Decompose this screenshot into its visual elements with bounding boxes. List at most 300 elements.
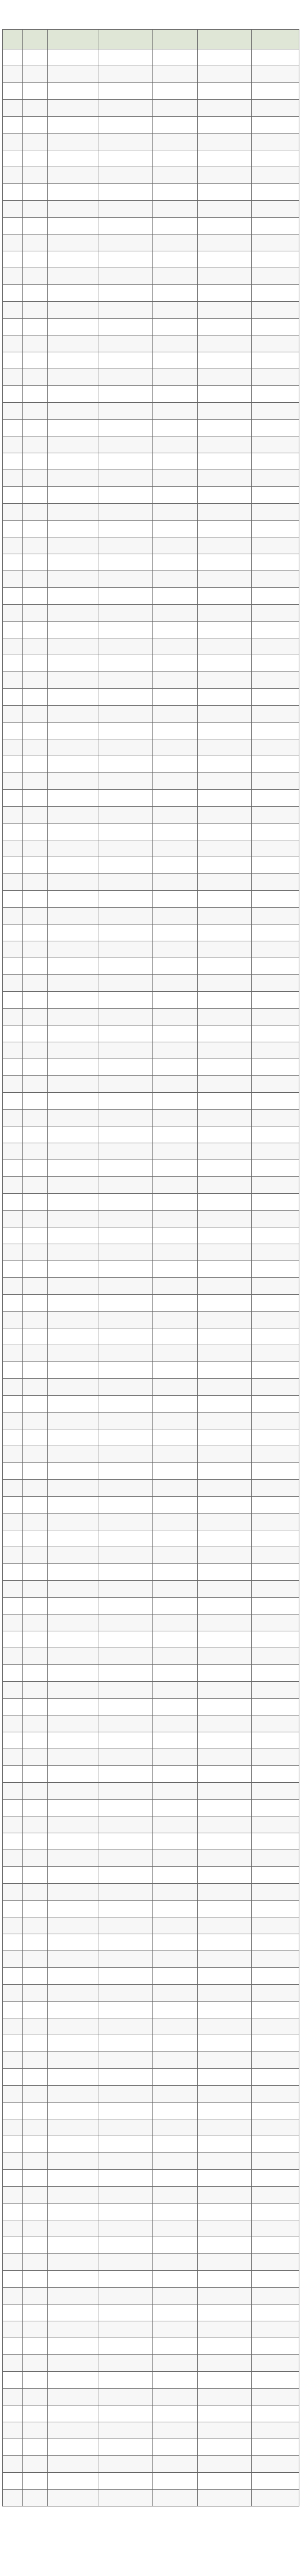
- table-cell: [23, 369, 48, 386]
- table-cell: [48, 2204, 99, 2220]
- table-row: [3, 622, 299, 638]
- table-row: [3, 554, 299, 571]
- table-cell: [252, 420, 299, 436]
- table-cell: [99, 2002, 153, 2018]
- table-cell: [252, 1850, 299, 1867]
- table-cell: [48, 2321, 99, 2338]
- table-cell: [198, 302, 252, 319]
- table-cell: [99, 1648, 153, 1665]
- table-cell: [23, 1463, 48, 1480]
- table-cell: [23, 924, 48, 941]
- table-cell: [23, 1093, 48, 1110]
- table-cell: [23, 2237, 48, 2254]
- table-cell: [198, 218, 252, 234]
- table-cell: [23, 1783, 48, 1800]
- table-cell: [3, 723, 23, 739]
- table-cell: [3, 706, 23, 723]
- table-row: [3, 1934, 299, 1951]
- table-cell: [3, 1800, 23, 1816]
- table-row: [3, 1126, 299, 1143]
- table-row: [3, 1278, 299, 1295]
- table-cell: [99, 504, 153, 521]
- table-cell: [99, 285, 153, 302]
- table-cell: [3, 2052, 23, 2069]
- table-cell: [252, 319, 299, 335]
- table-cell: [99, 2018, 153, 2035]
- table-cell: [99, 807, 153, 824]
- table-row: [3, 1581, 299, 1598]
- table-cell: [252, 1497, 299, 1514]
- table-row: [3, 975, 299, 992]
- table-cell: [23, 2254, 48, 2271]
- table-cell: [153, 857, 198, 874]
- table-cell: [99, 1985, 153, 2002]
- table-cell: [99, 605, 153, 622]
- table-cell: [3, 2002, 23, 2018]
- table-row: [3, 386, 299, 403]
- table-cell: [23, 1833, 48, 1850]
- table-cell: [48, 134, 99, 150]
- table-row: [3, 49, 299, 66]
- table-cell: [3, 1699, 23, 1715]
- table-cell: [153, 2103, 198, 2119]
- table-cell: [3, 1648, 23, 1665]
- table-cell: [252, 1901, 299, 1917]
- table-cell: [252, 1648, 299, 1665]
- table-cell: [99, 992, 153, 1009]
- table-cell: [99, 2389, 153, 2405]
- table-cell: [23, 840, 48, 857]
- table-cell: [23, 1413, 48, 1429]
- table-cell: [3, 2321, 23, 2338]
- table-cell: [99, 487, 153, 504]
- table-cell: [48, 1530, 99, 1547]
- table-cell: [153, 1917, 198, 1934]
- table-row: [3, 117, 299, 134]
- table-cell: [252, 521, 299, 537]
- table-cell: [252, 2271, 299, 2288]
- table-cell: [153, 1143, 198, 1160]
- table-cell: [3, 2422, 23, 2439]
- table-cell: [48, 2136, 99, 2153]
- table-row: [3, 319, 299, 335]
- table-cell: [252, 1362, 299, 1379]
- table-cell: [252, 554, 299, 571]
- table-cell: [153, 756, 198, 773]
- table-cell: [198, 386, 252, 403]
- table-cell: [252, 352, 299, 369]
- table-cell: [3, 1009, 23, 1025]
- table-cell: [3, 2288, 23, 2304]
- table-row: [3, 874, 299, 891]
- table-cell: [23, 335, 48, 352]
- table-cell: [48, 2473, 99, 2490]
- table-cell: [23, 83, 48, 100]
- table-cell: [99, 302, 153, 319]
- table-cell: [198, 100, 252, 117]
- table-row: [3, 1665, 299, 1682]
- table-cell: [3, 251, 23, 268]
- table-cell: [3, 1985, 23, 2002]
- table-cell: [99, 1614, 153, 1631]
- column-header: [48, 30, 99, 49]
- table-cell: [48, 302, 99, 319]
- table-cell: [23, 1194, 48, 1211]
- table-cell: [23, 1312, 48, 1328]
- table-row: [3, 83, 299, 100]
- table-cell: [252, 2170, 299, 2187]
- table-cell: [99, 1783, 153, 1800]
- table-row: [3, 924, 299, 941]
- table-cell: [23, 790, 48, 807]
- table-cell: [198, 807, 252, 824]
- table-cell: [48, 2338, 99, 2355]
- table-cell: [252, 1396, 299, 1413]
- table-cell: [153, 117, 198, 134]
- table-cell: [99, 958, 153, 975]
- table-cell: [48, 1648, 99, 1665]
- table-cell: [153, 1631, 198, 1648]
- table-row: [3, 1648, 299, 1665]
- table-cell: [3, 521, 23, 537]
- table-cell: [48, 504, 99, 521]
- table-cell: [252, 1564, 299, 1581]
- table-cell: [198, 1901, 252, 1917]
- table-cell: [153, 2439, 198, 2456]
- column-header: [153, 30, 198, 49]
- table-cell: [198, 1261, 252, 1278]
- table-cell: [23, 723, 48, 739]
- table-cell: [153, 1463, 198, 1480]
- table-cell: [198, 1194, 252, 1211]
- table-cell: [3, 1850, 23, 1867]
- table-cell: [198, 554, 252, 571]
- table-cell: [153, 2422, 198, 2439]
- table-cell: [252, 201, 299, 218]
- table-cell: [252, 234, 299, 251]
- table-cell: [48, 100, 99, 117]
- table-cell: [48, 706, 99, 723]
- table-cell: [3, 1732, 23, 1749]
- table-cell: [252, 2002, 299, 2018]
- table-cell: [23, 1732, 48, 1749]
- table-cell: [153, 1514, 198, 1530]
- table-cell: [153, 1732, 198, 1749]
- table-cell: [23, 2103, 48, 2119]
- table-cell: [198, 2002, 252, 2018]
- table-cell: [23, 1379, 48, 1396]
- table-cell: [99, 1362, 153, 1379]
- table-cell: [252, 436, 299, 453]
- table-cell: [153, 1059, 198, 1076]
- table-cell: [99, 1732, 153, 1749]
- table-cell: [48, 1413, 99, 1429]
- table-cell: [153, 622, 198, 638]
- table-cell: [153, 2405, 198, 2422]
- table-cell: [48, 470, 99, 487]
- table-cell: [99, 1749, 153, 1766]
- table-cell: [198, 1143, 252, 1160]
- table-cell: [153, 1480, 198, 1497]
- table-cell: [153, 992, 198, 1009]
- table-cell: [153, 638, 198, 655]
- table-cell: [3, 1934, 23, 1951]
- table-cell: [99, 521, 153, 537]
- table-cell: [3, 1244, 23, 1261]
- table-cell: [48, 2254, 99, 2271]
- table-cell: [198, 1833, 252, 1850]
- table-cell: [99, 2304, 153, 2321]
- table-cell: [153, 234, 198, 251]
- table-cell: [3, 638, 23, 655]
- table-cell: [23, 1328, 48, 1345]
- table-cell: [198, 66, 252, 83]
- table-cell: [3, 622, 23, 638]
- table-row: [3, 2389, 299, 2405]
- table-cell: [48, 689, 99, 706]
- table-cell: [198, 167, 252, 184]
- table-cell: [23, 436, 48, 453]
- table-cell: [23, 1110, 48, 1126]
- table-cell: [198, 1598, 252, 1614]
- table-row: [3, 1480, 299, 1497]
- table-cell: [23, 218, 48, 234]
- table-cell: [48, 453, 99, 470]
- table-cell: [48, 1598, 99, 1614]
- column-header: [99, 30, 153, 49]
- table-cell: [198, 571, 252, 588]
- table-cell: [198, 1934, 252, 1951]
- table-cell: [252, 1177, 299, 1194]
- table-cell: [153, 1665, 198, 1682]
- table-cell: [23, 689, 48, 706]
- table-cell: [23, 958, 48, 975]
- table-cell: [3, 1295, 23, 1312]
- table-row: [3, 285, 299, 302]
- table-cell: [3, 2405, 23, 2422]
- table-cell: [23, 2018, 48, 2035]
- table-cell: [252, 2321, 299, 2338]
- table-cell: [48, 1143, 99, 1160]
- table-cell: [3, 554, 23, 571]
- table-cell: [99, 403, 153, 420]
- table-cell: [48, 167, 99, 184]
- table-cell: [23, 2304, 48, 2321]
- table-cell: [99, 824, 153, 840]
- table-cell: [48, 184, 99, 201]
- table-cell: [48, 2018, 99, 2035]
- table-cell: [198, 1312, 252, 1328]
- table-cell: [153, 1884, 198, 1901]
- table-cell: [153, 2237, 198, 2254]
- table-cell: [252, 1833, 299, 1850]
- table-cell: [48, 2405, 99, 2422]
- table-cell: [252, 2473, 299, 2490]
- table-cell: [153, 251, 198, 268]
- table-cell: [3, 2355, 23, 2372]
- table-cell: [99, 1800, 153, 1816]
- table-row: [3, 2136, 299, 2153]
- table-cell: [3, 975, 23, 992]
- table-row: [3, 268, 299, 285]
- table-cell: [48, 2170, 99, 2187]
- table-cell: [48, 150, 99, 167]
- table-row: [3, 2439, 299, 2456]
- table-cell: [153, 487, 198, 504]
- table-cell: [252, 790, 299, 807]
- table-cell: [198, 1564, 252, 1581]
- table-cell: [252, 504, 299, 521]
- table-row: [3, 1295, 299, 1312]
- table-cell: [23, 622, 48, 638]
- table-cell: [252, 66, 299, 83]
- table-cell: [3, 2389, 23, 2405]
- table-row: [3, 2153, 299, 2170]
- table-row: [3, 100, 299, 117]
- table-cell: [23, 1362, 48, 1379]
- table-cell: [23, 1227, 48, 1244]
- table-cell: [3, 453, 23, 470]
- table-cell: [198, 992, 252, 1009]
- table-cell: [252, 1985, 299, 2002]
- table-cell: [3, 1547, 23, 1564]
- table-cell: [198, 723, 252, 739]
- table-row: [3, 1968, 299, 1985]
- table-cell: [23, 571, 48, 588]
- table-cell: [252, 1160, 299, 1177]
- table-cell: [153, 1160, 198, 1177]
- table-row: [3, 1025, 299, 1042]
- table-cell: [48, 1732, 99, 1749]
- table-cell: [153, 1497, 198, 1514]
- table-cell: [23, 1800, 48, 1816]
- table-cell: [48, 2052, 99, 2069]
- table-cell: [99, 924, 153, 941]
- table-cell: [198, 941, 252, 958]
- table-cell: [153, 134, 198, 150]
- table-cell: [3, 2439, 23, 2456]
- table-cell: [3, 369, 23, 386]
- table-cell: [153, 167, 198, 184]
- table-row: [3, 605, 299, 622]
- table-cell: [23, 134, 48, 150]
- table-cell: [48, 1749, 99, 1766]
- table-cell: [252, 2018, 299, 2035]
- table-cell: [3, 840, 23, 857]
- table-cell: [3, 234, 23, 251]
- table-row: [3, 251, 299, 268]
- table-cell: [99, 1951, 153, 1968]
- table-cell: [23, 302, 48, 319]
- table-cell: [153, 1816, 198, 1833]
- table-row: [3, 420, 299, 436]
- table-cell: [153, 1227, 198, 1244]
- table-cell: [198, 638, 252, 655]
- table-cell: [252, 2052, 299, 2069]
- table-cell: [252, 453, 299, 470]
- table-cell: [198, 2254, 252, 2271]
- table-cell: [23, 891, 48, 908]
- table-cell: [252, 756, 299, 773]
- table-cell: [198, 335, 252, 352]
- table-cell: [153, 908, 198, 924]
- table-cell: [252, 1042, 299, 1059]
- table-cell: [153, 201, 198, 218]
- table-cell: [48, 1042, 99, 1059]
- table-cell: [153, 420, 198, 436]
- table-cell: [3, 1278, 23, 1295]
- table-cell: [252, 706, 299, 723]
- table-cell: [3, 1715, 23, 1732]
- table-cell: [3, 1076, 23, 1093]
- table-cell: [252, 622, 299, 638]
- table-cell: [99, 453, 153, 470]
- table-cell: [48, 1850, 99, 1867]
- table-cell: [99, 2254, 153, 2271]
- table-cell: [48, 2153, 99, 2170]
- table-cell: [3, 150, 23, 167]
- table-cell: [252, 1093, 299, 1110]
- table-cell: [252, 403, 299, 420]
- table-cell: [252, 1917, 299, 1934]
- table-cell: [3, 1665, 23, 1682]
- table-cell: [99, 319, 153, 335]
- table-cell: [48, 975, 99, 992]
- table-cell: [3, 386, 23, 403]
- table-row: [3, 1227, 299, 1244]
- table-cell: [48, 1244, 99, 1261]
- table-cell: [153, 2119, 198, 2136]
- table-cell: [99, 2456, 153, 2473]
- table-cell: [48, 1194, 99, 1211]
- table-cell: [252, 1009, 299, 1025]
- table-cell: [153, 150, 198, 167]
- table-cell: [99, 2052, 153, 2069]
- table-cell: [198, 1766, 252, 1783]
- table-cell: [48, 2422, 99, 2439]
- table-cell: [3, 420, 23, 436]
- table-cell: [252, 723, 299, 739]
- table-row: [3, 521, 299, 537]
- table-cell: [252, 1749, 299, 1766]
- table-row: [3, 723, 299, 739]
- table-cell: [23, 352, 48, 369]
- table-cell: [23, 1715, 48, 1732]
- table-row: [3, 2187, 299, 2204]
- table-cell: [23, 1143, 48, 1160]
- table-cell: [99, 2069, 153, 2086]
- table-cell: [99, 1244, 153, 1261]
- table-cell: [153, 655, 198, 672]
- table-cell: [252, 924, 299, 941]
- table-cell: [23, 588, 48, 605]
- table-cell: [99, 790, 153, 807]
- table-cell: [198, 537, 252, 554]
- table-cell: [23, 1867, 48, 1884]
- table-cell: [23, 655, 48, 672]
- table-cell: [23, 386, 48, 403]
- table-cell: [99, 1816, 153, 1833]
- table-cell: [153, 1850, 198, 1867]
- table-cell: [23, 1446, 48, 1463]
- table-row: [3, 335, 299, 352]
- table-cell: [3, 1867, 23, 1884]
- table-cell: [99, 1345, 153, 1362]
- table-cell: [252, 1261, 299, 1278]
- table-cell: [153, 1901, 198, 1917]
- table-cell: [153, 1211, 198, 1227]
- table-cell: [23, 49, 48, 66]
